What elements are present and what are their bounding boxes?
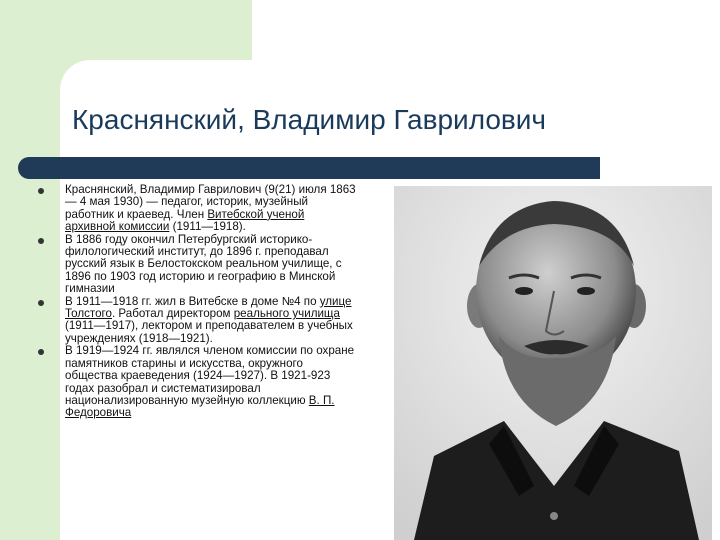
bullet-dot-icon	[38, 349, 44, 355]
bullet-text: (1911—1918).	[169, 220, 246, 234]
bullet-item	[38, 345, 358, 419]
bullet-dot-icon	[38, 300, 44, 306]
bullet-dot-icon	[38, 188, 44, 194]
bullet-link[interactable]: реального училища	[233, 307, 340, 321]
bullet-text: В 1919—1924 гг. являлся членом комиссии по охране памятников старины и искусства, окружного общества краеведения (1924—1927). В 1921-923 годах разобрал и систематизировал национализированную музейную коллекцию	[65, 344, 355, 407]
title-underline-bar	[18, 157, 600, 179]
bullet-text: (1911—1917), лектором и преподавателем в учебных учреждениях (1918—1921).	[65, 319, 353, 345]
bullet-list	[38, 184, 358, 420]
bullet-text: . Работал директором	[111, 307, 234, 321]
bullet-text: В 1911—1918 гг. жил в Витебске в доме №4 по	[65, 294, 320, 308]
bullet-item	[38, 234, 358, 296]
bullet-link[interactable]: улице Толстого	[65, 294, 352, 321]
bullet-text: Краснянский, Владимир Гаврилович (9(21) июля 1863— 4 мая 1930) — педагог, историк, музейный работник и краевед. Член	[65, 183, 356, 221]
bullet-dot-icon	[38, 238, 44, 244]
slide-title: Краснянский, Владимир Гаврилович	[72, 104, 547, 135]
portrait-image	[394, 186, 712, 540]
bullet-item	[38, 184, 358, 234]
bullet-link[interactable]: В. П. Федоровича	[65, 393, 335, 420]
bullet-item	[38, 296, 358, 346]
bullet-text: В 1886 году окончил Петербургский историко-филологический институт, до 1896 г. преподавал русский язык в Белостокском реальном училище, с 1896 по 1903 год историю и географию в Минской гимназии	[65, 232, 342, 296]
portrait-photo	[394, 186, 712, 540]
bullet-link[interactable]: Витебской ученой архивной комиссии	[65, 207, 305, 234]
